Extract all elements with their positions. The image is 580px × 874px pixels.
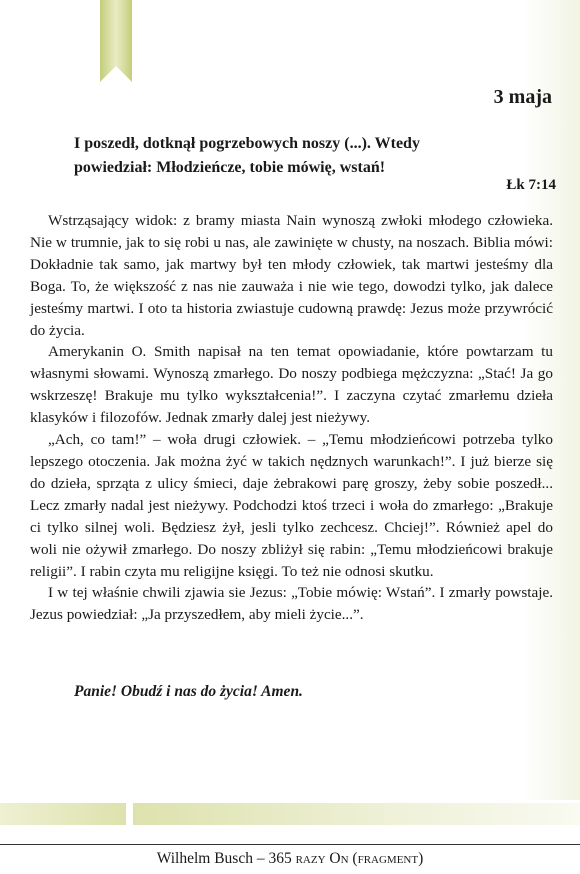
book-title: razy On (fragment) [295, 850, 424, 867]
paragraph: Wstrząsający widok: z bramy miasta Nain wynoszą zwłoki młodego człowieka. Nie w trumnie, jak to się robi u nas, ale zawinięte w chusty, na noszach. Biblia mówi: Dokładnie tak samo, jak martwy był ten młody człowiek, tak martwi jesteśmy dla Boga. To, że większość z nas nie zauważa i nie wie tego, dowodzi tylko, jak dalece jesteśmy martwi. I oto ta historia zwiastuje cudowną prawdę: Jezus może przywrócić do życia. [30, 212, 553, 339]
devotional-text [30, 210, 553, 626]
date-heading: 3 maja [493, 86, 552, 108]
footer-divider [0, 844, 580, 845]
paragraph: I w tej właśnie chwili zjawia sie Jezus: „Tobie mówię: Wstań”. I zmarły powstaje. Jezus powiedział: „Ja przyszedłem, aby mieli życie...”. [30, 584, 553, 624]
footer-decoration-left [0, 803, 126, 825]
paragraph: „Ach, co tam!” – woła drugi człowiek. – „Temu młodzieńcowi potrzeba tylko lepszego otoczenia. Jak można żyć w takich nędznych warunkach!”. I już bierze się do dzieła, sprząta z ulicy śmieci, daje żebrakowi parę groszy, żeby sobie poszedł... Lecz zmarły nadal jest nieżywy. Podchodzi ktoś trzeci i woła do zmarłego: „Brakuje ci tylko silnej woli. Będziesz żył, jesli tylko zechcesz. Chciej!”. Również apel do woli nie ożywił zmarłego. Do noszy zbliżył się rabin: „Temu młodzieńcowi brakuje religii”. I rabin czyta mu religijne księgi. To też nie odnosi skutku. [30, 431, 553, 580]
scripture-reference: Łk 7:14 [506, 177, 556, 193]
footer-decoration-right [133, 803, 580, 825]
bookmark-ribbon-icon [100, 0, 132, 82]
paragraph: Amerykanin O. Smith napisał na ten temat opowiadanie, które powtarzam tu własnymi słowami. Wynoszą zmarłego. Do noszy podbiega mężczyzna: „Stać! Ja go wskrzeszę! Brakuje mu tylko wykształcenia!”. I zaczyna czytać zmarłemu dzieła klasyków i filozofów. Jednak zmarły dalej jest nieżywy. [30, 343, 553, 427]
book-citation [0, 850, 580, 868]
scripture-quote: I poszedł, dotknął pogrzebowych noszy (...). Wtedy powiedział: Młodzieńcze, tobie mówię, wstań! [74, 135, 420, 176]
book-author: Wilhelm Busch – 365 [156, 850, 296, 867]
closing-prayer: Panie! Obudź i nas do życia! Amen. [74, 683, 303, 700]
